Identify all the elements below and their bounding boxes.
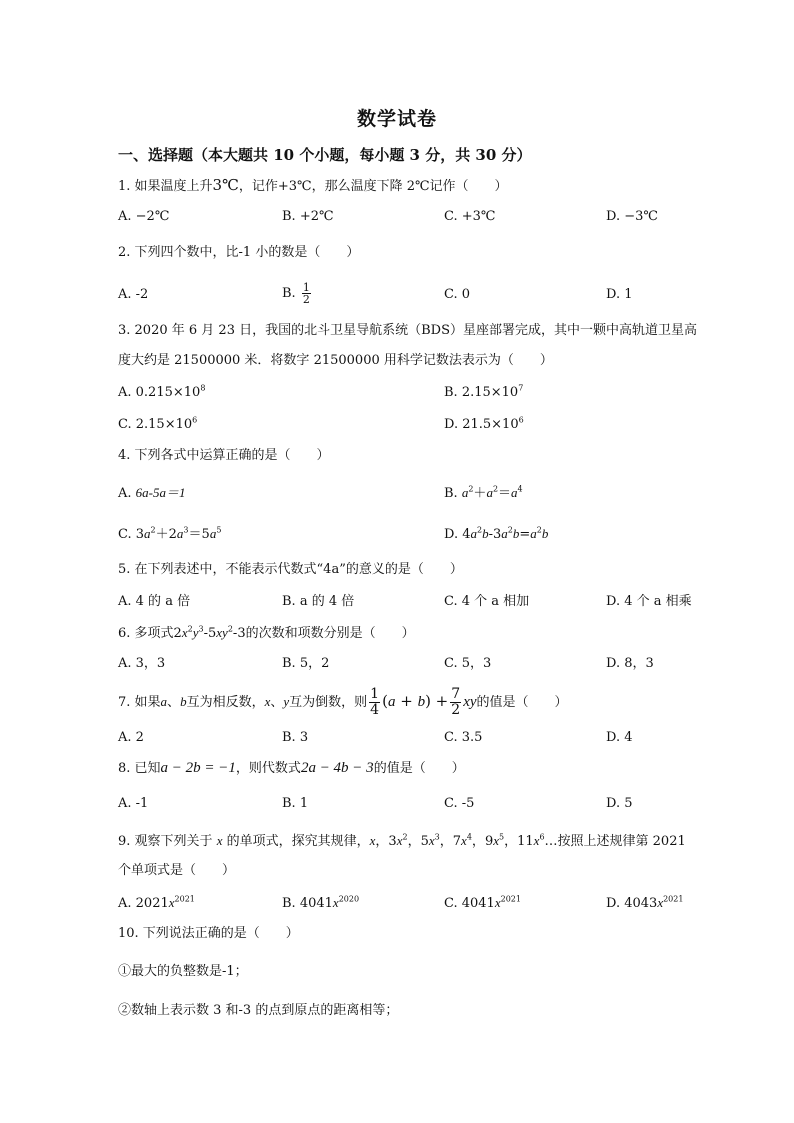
q3-option-d[interactable]: D. $21.5\times 10^6$ [444,415,524,432]
q7-option-a[interactable]: A. 2 [118,730,144,745]
section-heading: 一、选择题（本大题共 10 个小题，每小题 3 分，共 30 分） [118,146,532,164]
question-7-stem: 7. 如果a、b互为相反数，x、y互为倒数，则 $\frac{1}{4}$ (a + b) + $\frac{7}{2}$ xy的值是（ ） [118,686,568,718]
question-3-line-2: 度大约是 21500000 米．将数字 21500000 用科学记数法表示为（ ） [118,353,553,368]
q1-option-d[interactable]: D. −3℃ [606,209,658,224]
q8-option-c[interactable]: C. -5 [444,796,475,811]
page-title: 数学试卷 [356,108,437,130]
question-2-stem: 2. 下列四个数中，比-1 小的数是（ ） [118,245,360,260]
q2-option-d[interactable]: D. 1 [606,287,633,302]
q7-option-d[interactable]: D. 4 [606,730,633,745]
question-9-line-2: 个单项式是（ ） [118,863,236,878]
q3-option-b[interactable]: B. $2.15\times 10^7$ [444,383,524,400]
question-10-item-2: ②数轴上表示数 3 和-3 的点到原点的距离相等； [118,1003,399,1018]
question-10-item-1: ①最大的负整数是-1； [118,964,248,979]
question-1-stem: 1. 如果温度上升3℃，记作+3℃，那么温度下降 2℃记作（ ） [118,176,508,194]
q9-option-c[interactable]: C. $4041x^{2021}$ [444,894,521,911]
question-3-line-1: 3. 2020 年 6 月 23 日，我国的北斗卫星导航系统（BDS）星座部署完成，其中一颗中高轨道卫星高 [118,323,697,338]
q8-option-a[interactable]: A. -1 [118,796,149,811]
q7-option-b[interactable]: B. 3 [282,730,309,745]
q3-option-c[interactable]: C. $2.15\times 10^6$ [118,415,198,432]
question-9-line-1: 9. 观察下列关于 x 的单项式，探究其规律，x，$3x^2$，$5x^3$，$7x^4$，$9x^5$，$11x^6\dots$按照上述规律第 2021 [118,832,686,849]
question-5-stem: 5. 在下列表述中，不能表示代数式“4a”的意义的是（ ） [118,562,463,577]
q5-option-d[interactable]: D. 4 个 a 相乘 [606,594,692,609]
q1-option-b[interactable]: B. +2℃ [282,209,334,224]
q4-option-d[interactable]: D. $4a^2b-3a^2b=a^2b$ [444,525,549,542]
q4-option-c[interactable]: C. $3a^2+2a^3=5a^5$ [118,525,222,542]
q2-option-a[interactable]: A. -2 [118,287,149,302]
q4-option-b[interactable]: B. $a^2+a^2=a^4$ [444,484,523,501]
fraction-one-quarter: $\frac{1}{4}$ [370,686,380,718]
q8-option-d[interactable]: D. 5 [606,796,633,811]
fraction-seven-halves: $\frac{7}{2}$ [451,686,461,718]
q2-option-c[interactable]: C. 0 [444,287,471,302]
question-10-stem: 10. 下列说法正确的是（ ） [118,926,299,941]
q1-option-a[interactable]: A. −2℃ [118,209,170,224]
q6-option-a[interactable]: A. 3，3 [118,656,166,671]
q8-option-b[interactable]: B. 1 [282,796,309,811]
question-6-stem: 6. 多项式$2x^2y^3-5xy^2-3$的次数和项数分别是（ ） [118,624,415,641]
q5-option-a[interactable]: A. 4 的 a 倍 [118,594,191,609]
q5-option-b[interactable]: B. a 的 4 倍 [282,594,355,609]
question-4-stem: 4. 下列各式中运算正确的是（ ） [118,448,330,463]
fraction-one-half: $\frac{1}{2}$ [302,281,310,306]
q6-option-d[interactable]: D. 8，3 [606,656,654,671]
q4-option-a[interactable]: A. 6a-5a＝1 [118,485,186,501]
q2-option-b[interactable]: B. $\frac{1}{2}$ [282,281,310,306]
question-8-stem: 8. 已知a − 2b = −1，则代数式2a − 4b − 3的值是（ ） [118,760,465,776]
q6-option-b[interactable]: B. 5，2 [282,656,330,671]
q9-option-d[interactable]: D. $4043x^{2021}$ [606,894,684,911]
q7-option-c[interactable]: C. 3.5 [444,730,483,745]
q9-option-a[interactable]: A. $2021x^{2021}$ [118,894,195,911]
q5-option-c[interactable]: C. 4 个 a 相加 [444,594,530,609]
q3-option-a[interactable]: A. $0.215\times 10^8$ [118,383,206,400]
q9-option-b[interactable]: B. $4041x^{2020}$ [282,894,360,911]
q6-option-c[interactable]: C. 5，3 [444,656,492,671]
q1-option-c[interactable]: C. +3℃ [444,209,496,224]
